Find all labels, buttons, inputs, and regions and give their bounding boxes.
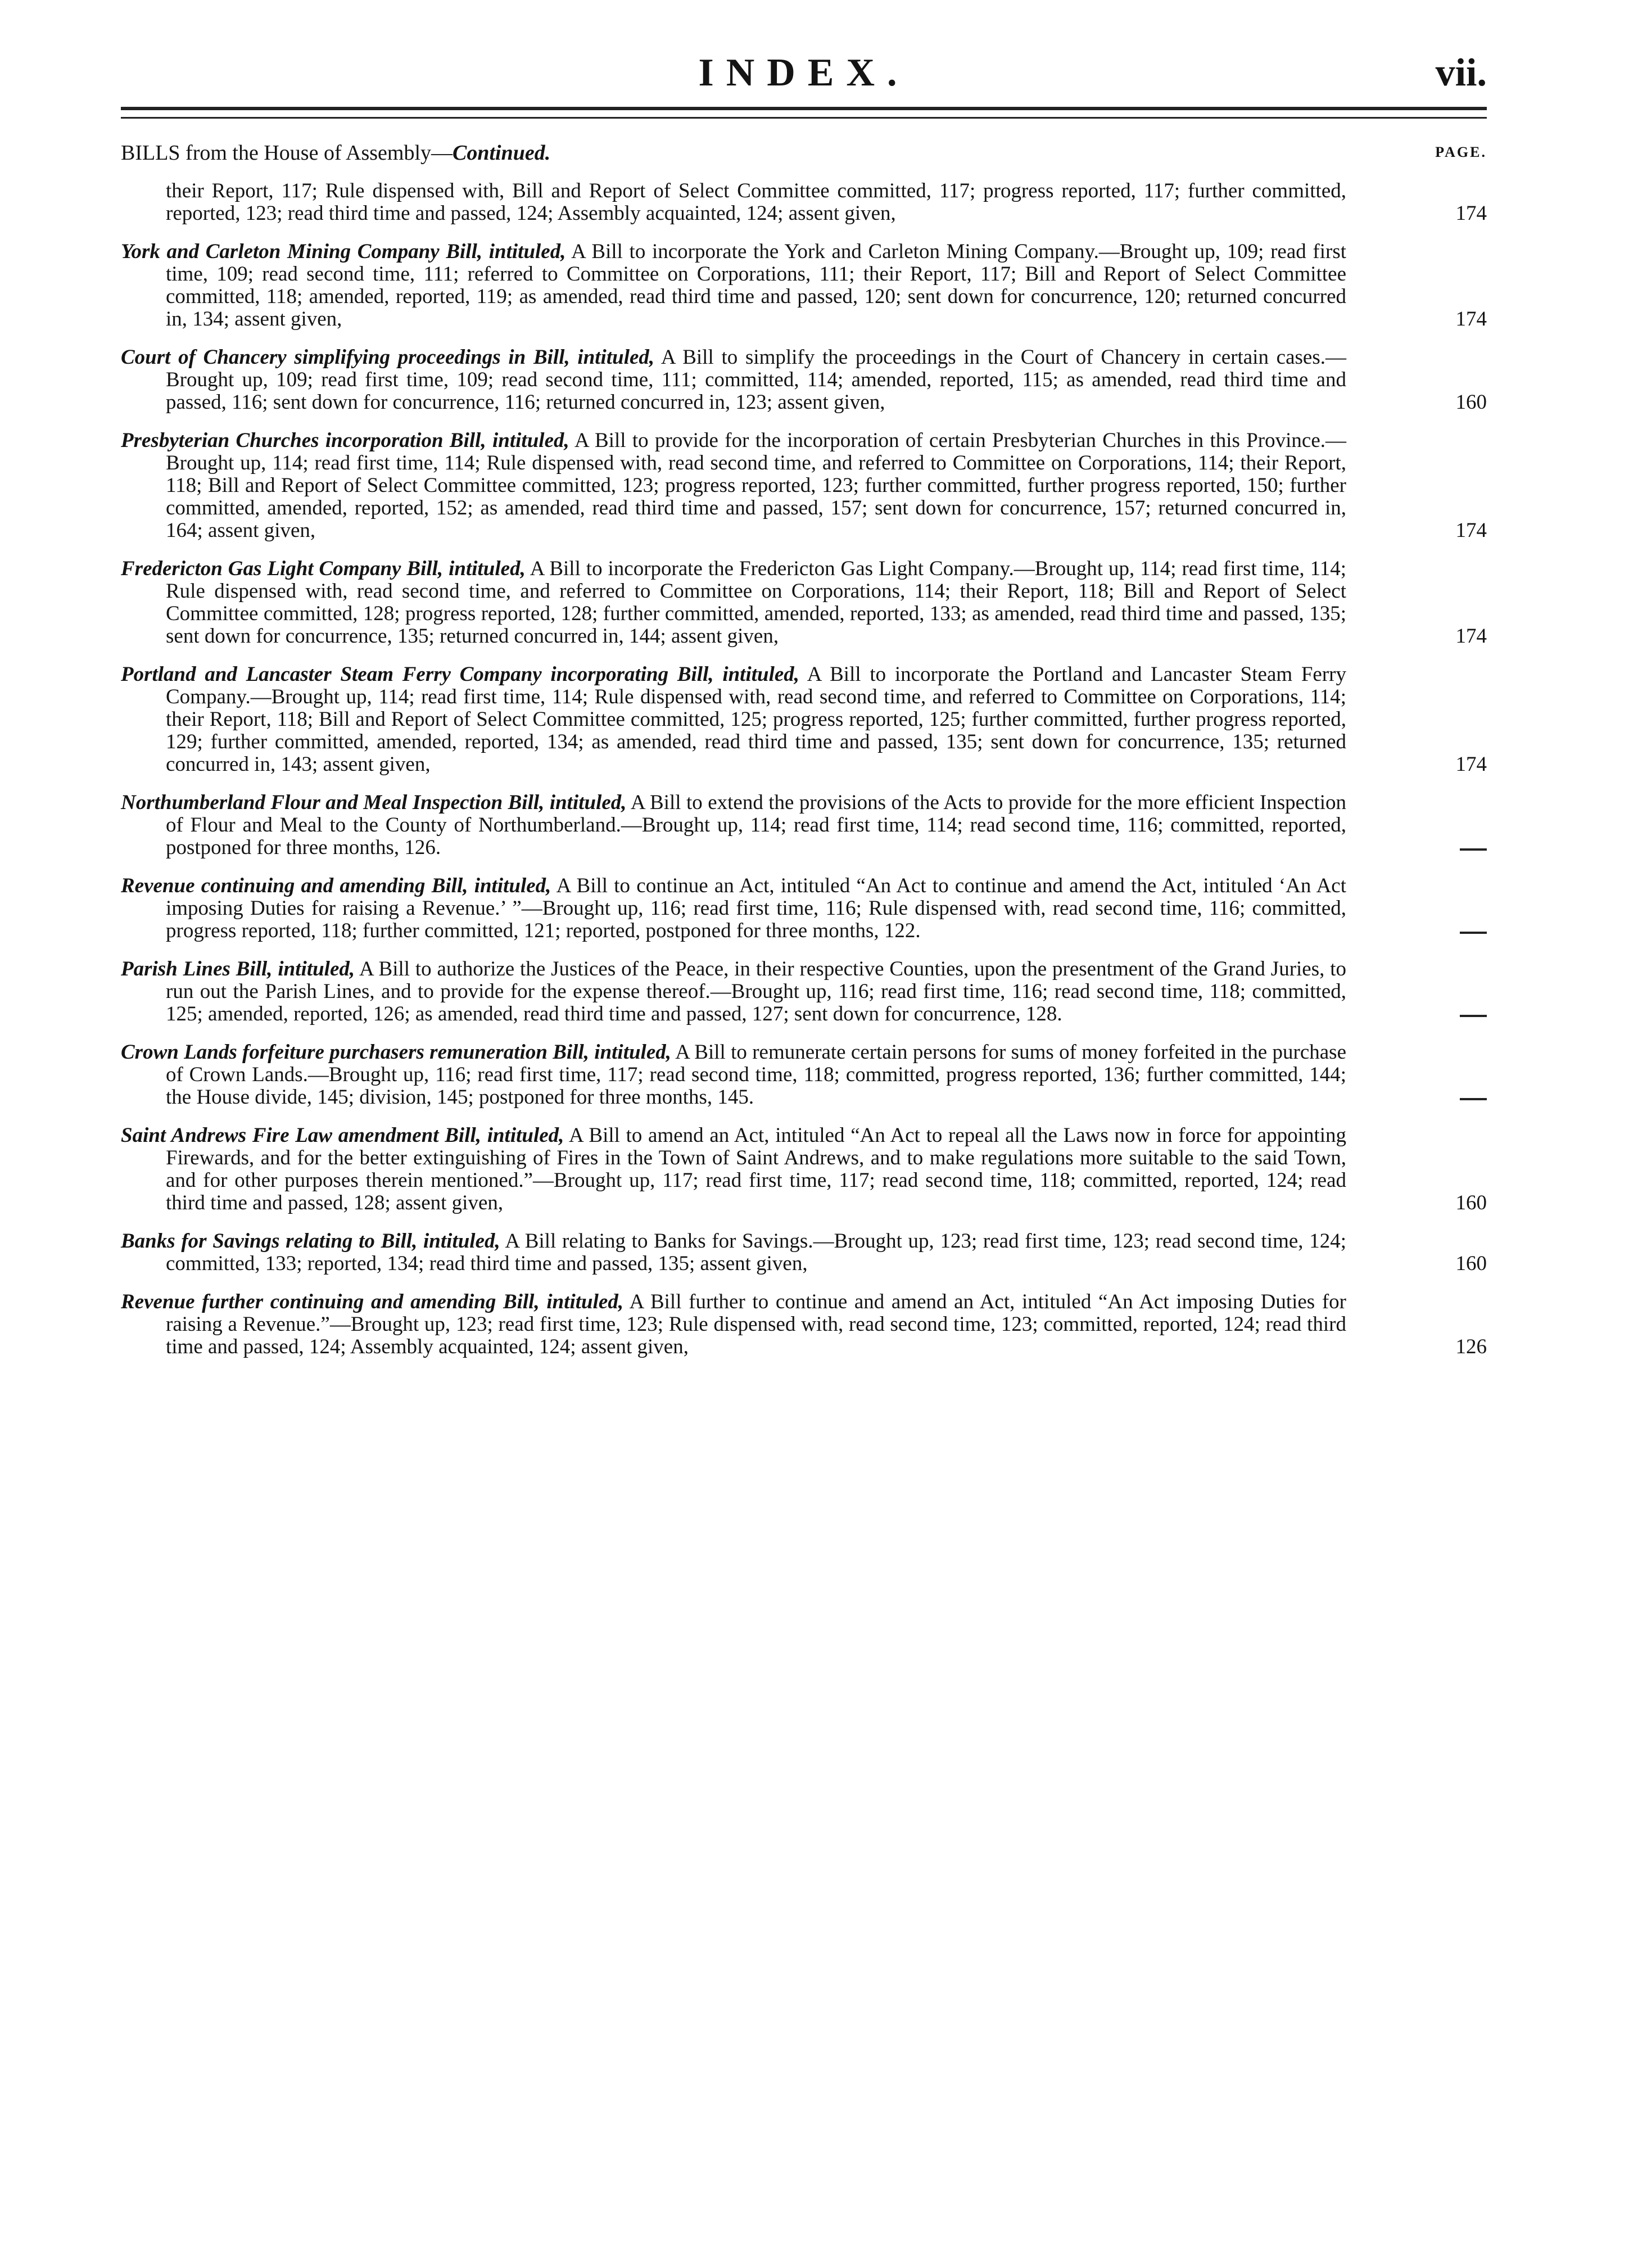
- index-entries: [121, 180, 1487, 1374]
- page-reference-dash: [1425, 920, 1487, 942]
- bill-proceedings: A Bill to incorporate the Portland and Lancaster Steam Ferry Company.—Brought up, 114; read first time, 114; Rule dispensed with, read second time, and referred to Committee on Corporations, 114; their Report, 118; Bill and Report of Select Committee committed, 125; progress reported, 125; further committed, further progress reported, 129; further committed, amended, reported, 134; as amended, read third time and passed, 135; sent down for concurrence, 135; returned concurred in, 143; assent given,: [166, 663, 1346, 776]
- page-header: [121, 39, 1487, 101]
- bill-proceedings: A Bill to extend the provisions of the Acts to provide for the more efficient Inspection of Flour and Meal to the County of Northumberland.—Brought up, 114; read first time, 114; read second time, 116; committed, reported, postponed for three months, 126.: [166, 791, 1346, 859]
- index-entry: [121, 180, 1487, 225]
- bill-title: Northumberland Flour and Meal Inspection Bill, intituled,: [121, 791, 627, 814]
- bill-title: Portland and Lancaster Steam Ferry Company incorporating Bill, intituled,: [121, 663, 800, 686]
- bill-title: Crown Lands forfeiture purchasers remuneration Bill, intituled,: [121, 1041, 672, 1064]
- section-continued: Continued.: [453, 141, 551, 165]
- bill-title: Banks for Savings relating to Bill, intituled,: [121, 1230, 500, 1253]
- index-entry: [121, 1230, 1487, 1275]
- bill-proceedings: A Bill further to continue and amend an Act, intituled “An Act imposing Duties for raising a Revenue.”—Brought up, 123; read first time, 123; Rule dispensed with, read second time, 123; committed, reported, 124; read third time and passed, 124; Assembly acquainted, 124; assent given,: [166, 1290, 1346, 1358]
- dash-mark: [1460, 848, 1487, 851]
- page-title: INDEX.: [698, 51, 910, 94]
- bill-title: Revenue continuing and amending Bill, intituled,: [121, 874, 551, 897]
- page-reference: 174: [1455, 753, 1487, 776]
- index-entry: [121, 346, 1487, 414]
- page-reference: 160: [1455, 391, 1487, 414]
- index-entry: [121, 875, 1487, 942]
- page-reference: 174: [1455, 202, 1487, 225]
- dash-mark: [1460, 932, 1487, 934]
- dash-mark: [1460, 1098, 1487, 1100]
- bill-title: Court of Chancery simplifying proceedings in Bill, intituled,: [121, 346, 655, 369]
- bill-proceedings: A Bill to incorporate the York and Carleton Mining Company.—Brought up, 109; read first time, 109; read second time, 111; referred to Committee on Corporations, 111; their Report, 117; Bill and Report of Select Committee committed, 118; amended, reported, 119; as amended, read third time and passed, 120; sent down for concurrence, 120; returned concurred in, 134; assent given,: [166, 240, 1346, 331]
- page-reference: 174: [1455, 308, 1487, 331]
- index-entry: [121, 1124, 1487, 1214]
- index-entry: [121, 792, 1487, 859]
- bill-title: Revenue further continuing and amending Bill, intituled,: [121, 1290, 624, 1313]
- bill-proceedings: A Bill to provide for the incorporation of certain Presbyterian Churches in this Province.—Brought up, 114; read first time, 114; Rule dispensed with, read second time, and referred to Committee on Corporations, 114; their Report, 118; Bill and Report of Select Committee committed, 123; progress reported, 123; further committed, further progress reported, 150; further committed, amended, reported, 152; as amended, read third time and passed, 157; sent down for concurrence, 157; returned concurred in, 164; assent given,: [166, 429, 1346, 542]
- page-number: vii.: [1435, 51, 1487, 94]
- bill-title: Parish Lines Bill, intituled,: [121, 957, 355, 981]
- bill-proceedings: their Report, 117; Rule dispensed with, Bill and Report of Select Committee committed, 117; progress reported, 117; further committed, reported, 123; read third time and passed, 124; Assembly acquainted, 124; assent given,: [166, 179, 1346, 225]
- page-reference-dash: [1425, 1086, 1487, 1109]
- page-reference: 174: [1455, 519, 1487, 542]
- bill-proceedings: A Bill to authorize the Justices of the Peace, in their respective Counties, upon the presentment of the Grand Juries, to run out the Parish Lines, and to provide for the expense thereof.—Brought up, 116; read first time, 116; read second time, 118; committed, 125; amended, reported, 126; as amended, read third time and passed, 127; sent down for concurrence, 128.: [166, 957, 1347, 1025]
- page-reference: 174: [1455, 625, 1487, 648]
- page-reference: 126: [1455, 1335, 1487, 1358]
- section-heading-text: BILLS from the House of Assembly—: [121, 141, 453, 165]
- bill-proceedings: A Bill to amend an Act, intituled “An Act to repeal all the Laws now in force for appointing Firewards, and for the better extinguishing of Fires in the Town of Saint Andrews, and to make regulations more suitable to the said Town, and for other purposes therein mentioned.”—Brought up, 117; read first time, 117; read second time, 118; committed, reported, 124; read third time and passed, 128; assent given,: [166, 1124, 1346, 1214]
- bill-title: Presbyterian Churches incorporation Bill, intituled,: [121, 429, 569, 452]
- page-reference: 160: [1455, 1191, 1487, 1214]
- bill-proceedings: A Bill relating to Banks for Savings.—Brought up, 123; read first time, 123; read second time, 124; committed, 133; reported, 134; read third time and passed, 135; assent given,: [166, 1230, 1346, 1275]
- bill-proceedings: A Bill to incorporate the Fredericton Gas Light Company.—Brought up, 114; read first time, 114; Rule dispensed with, read second time, and referred to Committee on Corporations, 114; their Report, 118; Bill and Report of Select Committee committed, 128; progress reported, 128; further committed, amended, reported, 133; as amended, read third time and passed, 135; sent down for concurrence, 135; returned concurred in, 144; assent given,: [166, 557, 1346, 648]
- index-entry: [121, 1041, 1487, 1109]
- page-reference-dash: [1425, 1003, 1487, 1025]
- header-rule-thin: [121, 117, 1487, 119]
- dash-mark: [1460, 1015, 1487, 1017]
- index-entry: [121, 430, 1487, 542]
- index-entry: [121, 558, 1487, 648]
- index-entry: [121, 958, 1487, 1025]
- bill-proceedings: A Bill to continue an Act, intituled “An Act to continue and amend the Act, intituled ‘An Act imposing Duties for raising a Revenue.’ ”—Brought up, 116; read first time, 116; Rule dispensed with, read second time, 116; committed, progress reported, 118; further committed, 121; reported, postponed for three months, 122.: [166, 874, 1347, 942]
- bill-proceedings: A Bill to simplify the proceedings in the Court of Chancery in certain cases.—Brought up, 109; read first time, 109; read second time, 111; committed, 114; amended, reported, 115; as amended, read third time and passed, 116; sent down for concurrence, 116; returned concurred in, 123; assent given,: [166, 346, 1346, 414]
- bill-proceedings: A Bill to remunerate certain persons for sums of money forfeited in the purchase of Crown Lands.—Brought up, 116; read first time, 117; read second time, 118; committed, progress reported, 136; further committed, 144; the House divide, 145; division, 145; postponed for three months, 145.: [166, 1041, 1346, 1109]
- page-column-label: PAGE.: [1435, 144, 1487, 160]
- bill-title: York and Carleton Mining Company Bill, intituled,: [121, 240, 566, 263]
- bill-title: Saint Andrews Fire Law amendment Bill, intituled,: [121, 1124, 564, 1147]
- bill-title: Fredericton Gas Light Company Bill, intituled,: [121, 557, 526, 580]
- section-heading: [121, 141, 1487, 174]
- page-reference: 160: [1455, 1252, 1487, 1275]
- index-entry: [121, 241, 1487, 331]
- page-reference-dash: [1425, 837, 1487, 859]
- index-entry: [121, 663, 1487, 776]
- header-rule-thick: [121, 107, 1487, 110]
- index-entry: [121, 1291, 1487, 1358]
